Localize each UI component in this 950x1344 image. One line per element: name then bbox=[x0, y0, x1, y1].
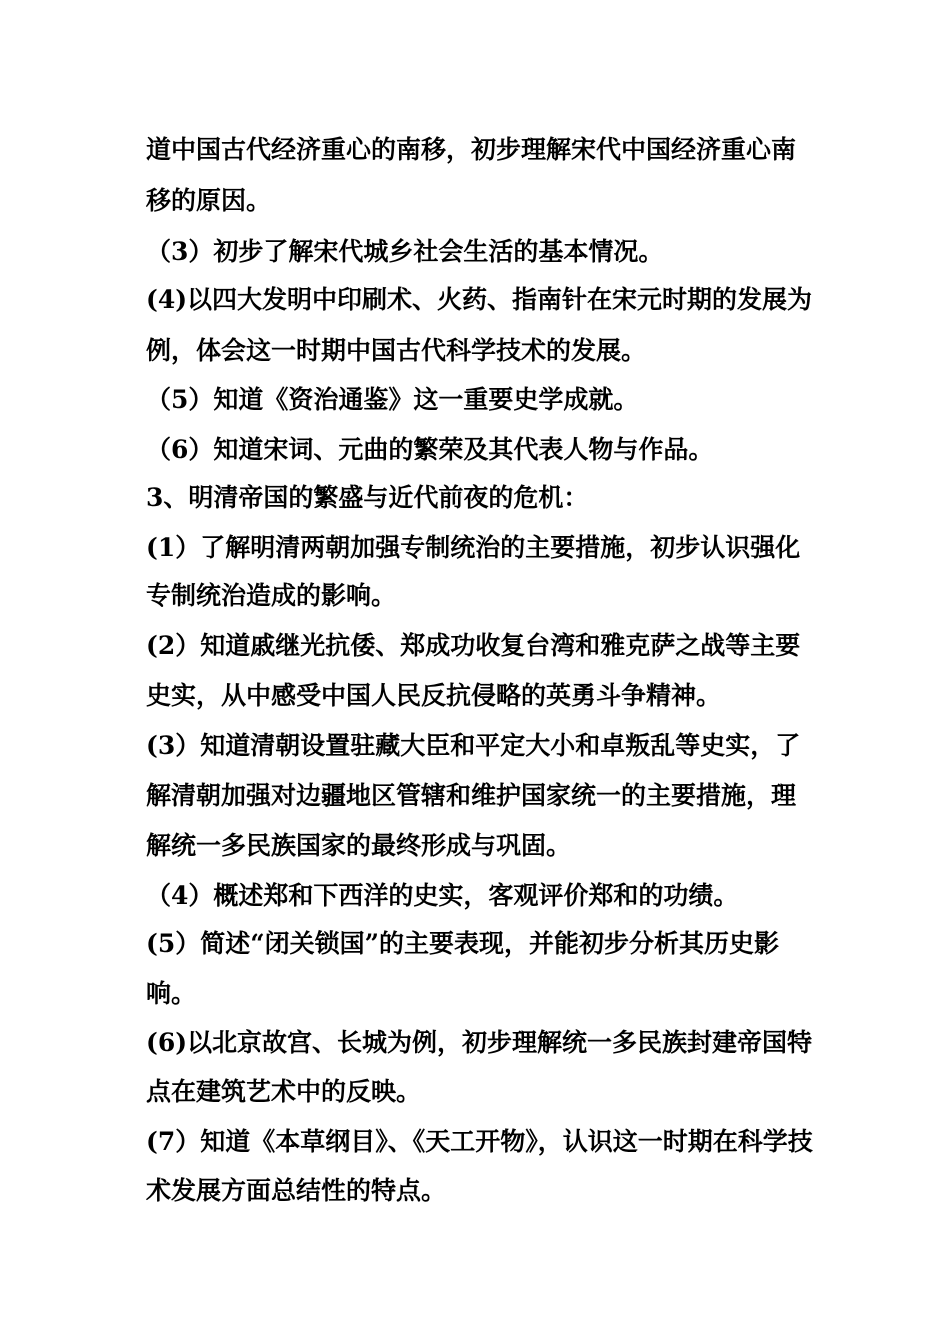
text-line: (5）简述“闭关锁国”的主要表现，并能初步分析其历史影 bbox=[146, 929, 779, 958]
text-line: 点在建筑艺术中的反映。 bbox=[146, 1077, 422, 1106]
text-line: (7）知道《本草纲目》、《天工开物》，认识这一时期在科学技 bbox=[146, 1127, 813, 1156]
text-line: (3）知道清朝设置驻藏大臣和平定大小和卓叛乱等史实，了 bbox=[146, 731, 801, 760]
text-line: 史实，从中感受中国人民反抗侵略的英勇斗争精神。 bbox=[146, 681, 722, 710]
text-line: 移的原因。 bbox=[146, 186, 272, 215]
text-line: 专制统治造成的影响。 bbox=[146, 581, 397, 610]
text-line: （6）知道宋词、元曲的繁荣及其代表人物与作品。 bbox=[146, 435, 714, 464]
text-line: (1）了解明清两朝加强专制统治的主要措施，初步认识强化 bbox=[146, 533, 801, 562]
section-heading: 3、明清帝国的繁盛与近代前夜的危机： bbox=[146, 483, 589, 512]
text-line: (6)以北京故宫、长城为例，初步理解统一多民族封建帝国特 bbox=[146, 1028, 813, 1057]
text-line: （5）知道《资治通鉴》这一重要史学成就。 bbox=[146, 385, 639, 414]
text-line: 道中国古代经济重心的南移，初步理解宋代中国经济重心南 bbox=[146, 135, 797, 164]
text-line: 响。 bbox=[146, 979, 197, 1008]
text-line: 术发展方面总结性的特点。 bbox=[146, 1176, 447, 1205]
text-line: （4）概述郑和下西洋的史实，客观评价郑和的功绩。 bbox=[146, 881, 739, 910]
text-line: 例，体会这一时期中国古代科学技术的发展。 bbox=[146, 336, 647, 365]
text-line: (2）知道戚继光抗倭、郑成功收复台湾和雅克萨之战等主要 bbox=[146, 631, 801, 660]
text-line: （3）初步了解宋代城乡社会生活的基本情况。 bbox=[146, 237, 664, 266]
text-line: (4)以四大发明中印刷术、火药、指南针在宋元时期的发展为 bbox=[146, 285, 813, 314]
text-line: 解统一多民族国家的最终形成与巩固。 bbox=[146, 831, 572, 860]
text-line: 解清朝加强对边疆地区管辖和维护国家统一的主要措施，理 bbox=[146, 781, 797, 810]
